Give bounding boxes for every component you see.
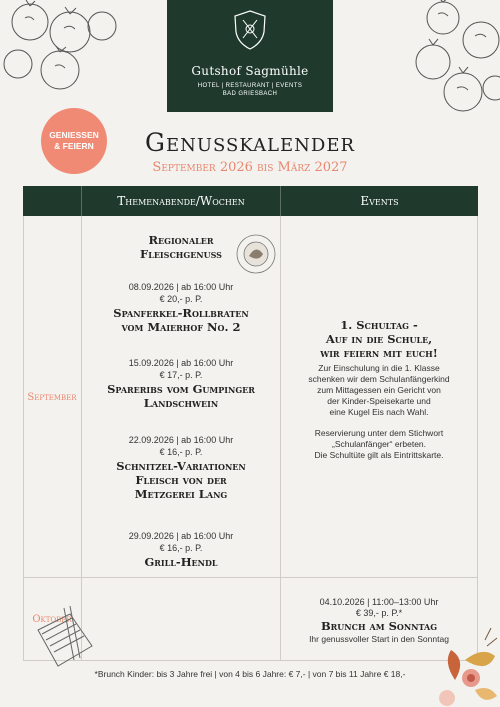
entry-1-title-1: Spanferkel-Rollbraten	[113, 306, 249, 320]
event-brunch-title: Brunch am Sonntag	[320, 619, 438, 633]
theme-title-2: Fleischgenuss	[140, 247, 222, 261]
entry-2-title-1: Spareribs vom Gumpinger	[107, 382, 255, 396]
badge-line-1: GENIESSEN	[49, 130, 99, 140]
brand-tagline: HOTEL | RESTAURANT | EVENTS	[197, 83, 303, 89]
entry-3-price: € 16,- p. P.	[159, 447, 203, 457]
event-schultag-title-3: wir feiern mit euch!	[320, 346, 438, 360]
page-title: Genusskalender	[144, 128, 356, 157]
entry-3-meta: 22.09.2026 | ab 16:00 Uhr	[128, 435, 234, 445]
table-header	[23, 186, 478, 216]
entry-2-title-2: Landschwein	[143, 396, 219, 410]
month-label-oktober: Oktober	[32, 614, 72, 625]
entry-1-title-2: vom Maierhof No. 2	[121, 320, 241, 334]
brand-location: BAD GRIESBACH	[222, 91, 278, 97]
entry-3-title-2: Fleisch von der	[135, 473, 227, 487]
col-header-themes: Themenabende/Wochen	[117, 194, 245, 208]
col-header-events: Events	[360, 194, 399, 208]
event-schultag-text-4: der Kinder-Speisekarte und	[327, 396, 431, 406]
event-schultag-title-2: Auf in die Schule,	[325, 332, 433, 346]
tomato-sketch-left-icon	[0, 0, 140, 110]
crest-icon	[233, 10, 267, 50]
tomato-sketch-right-icon	[405, 0, 500, 125]
event-schultag-text-6: Reservierung unter dem Stichwort	[314, 428, 444, 438]
entry-4-price: € 16,- p. P.	[159, 543, 203, 553]
autumn-leaves-icon	[425, 620, 500, 707]
event-brunch-text: Ihr genussvoller Start in den Sonntag	[309, 634, 449, 644]
event-schultag-text-7: „Schulanfänger“ erbeten.	[331, 439, 427, 449]
entry-4-meta: 29.09.2026 | ab 16:00 Uhr	[128, 531, 234, 541]
entry-3-title-1: Schnitzel-Variationen	[116, 459, 246, 473]
event-brunch-price: € 39,- p. P.*	[355, 608, 403, 618]
footer-note: *Brunch Kinder: bis 3 Jahre frei | von 4 bis 6 Jahre: € 7,- | von 7 bis 11 Jahre € 18,-	[94, 669, 406, 679]
page-subtitle: September 2026 bis März 2027	[152, 160, 348, 175]
napkin-cutlery-icon	[30, 600, 100, 678]
entry-2-meta: 15.09.2026 | ab 16:00 Uhr	[128, 358, 234, 368]
entry-2-price: € 17,- p. P.	[159, 370, 203, 380]
theme-title-1: Regionaler	[148, 233, 214, 247]
steak-seal-icon	[236, 234, 276, 274]
event-schultag-text-3: zum Mittagessen ein Gericht von	[317, 385, 441, 395]
entry-1-meta: 08.09.2026 | ab 16:00 Uhr	[128, 282, 234, 292]
logo-block	[167, 0, 333, 112]
event-schultag-text-5: eine Kugel Eis nach Wahl.	[329, 407, 429, 417]
event-schultag-title-1: 1. Schultag -	[340, 318, 418, 332]
badge-line-2: & FEIERN	[54, 141, 94, 151]
event-schultag-text-2: schenken wir dem Schulanfängerkind	[308, 374, 450, 384]
month-label-september: September	[27, 392, 77, 403]
event-schultag-text-8: Die Schultüte gilt als Eintrittskarte.	[314, 450, 444, 460]
entry-4-title-1: Grill-Hendl	[144, 555, 218, 569]
brand-name: Gutshof Sagmühle	[191, 64, 309, 78]
event-schultag-text-1: Zur Einschulung in die 1. Klasse	[318, 363, 440, 373]
entry-3-title-3: Metzgerei Lang	[134, 487, 228, 501]
event-brunch-meta: 04.10.2026 | 11:00–13:00 Uhr	[319, 597, 439, 607]
entry-1-price: € 20,- p. P.	[159, 294, 203, 304]
